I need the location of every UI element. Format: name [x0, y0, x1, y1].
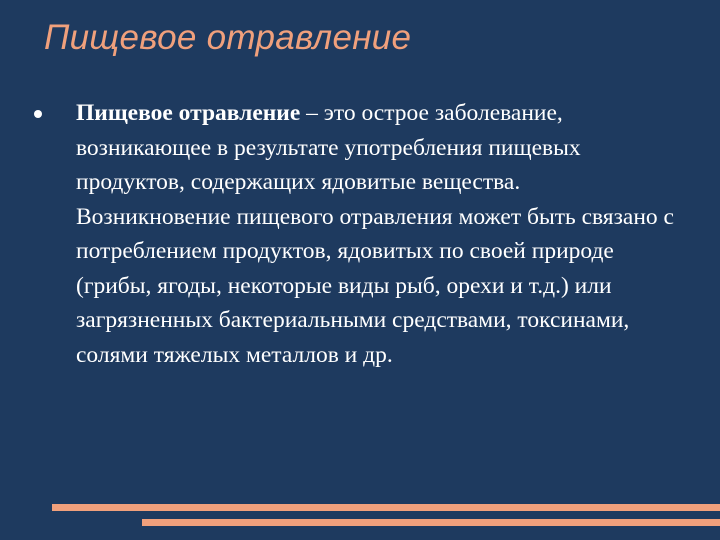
- bullet-text: – это острое заболевание, возникающее в результате употребления пищевых продуктов, содержащих ядовитые вещества. Возникновение пищевого отравления может быть связано с потреблением продуктов, ядовитых по своей природе (грибы, ягоды, некоторые виды рыб, орехи и т.д.) или загрязненных бактериальными средствами, токсинами, солями тяжелых металлов и др.: [76, 100, 674, 368]
- bullet-list: [34, 96, 674, 372]
- bullet-term: Пищевое отравление: [76, 100, 301, 126]
- bullet-item: [34, 96, 674, 372]
- decorative-line-lower: [142, 519, 720, 526]
- bullet-dot-icon: [34, 110, 42, 118]
- slide-title: Пищевое отравление: [44, 18, 412, 57]
- decorative-line-upper: [52, 504, 720, 511]
